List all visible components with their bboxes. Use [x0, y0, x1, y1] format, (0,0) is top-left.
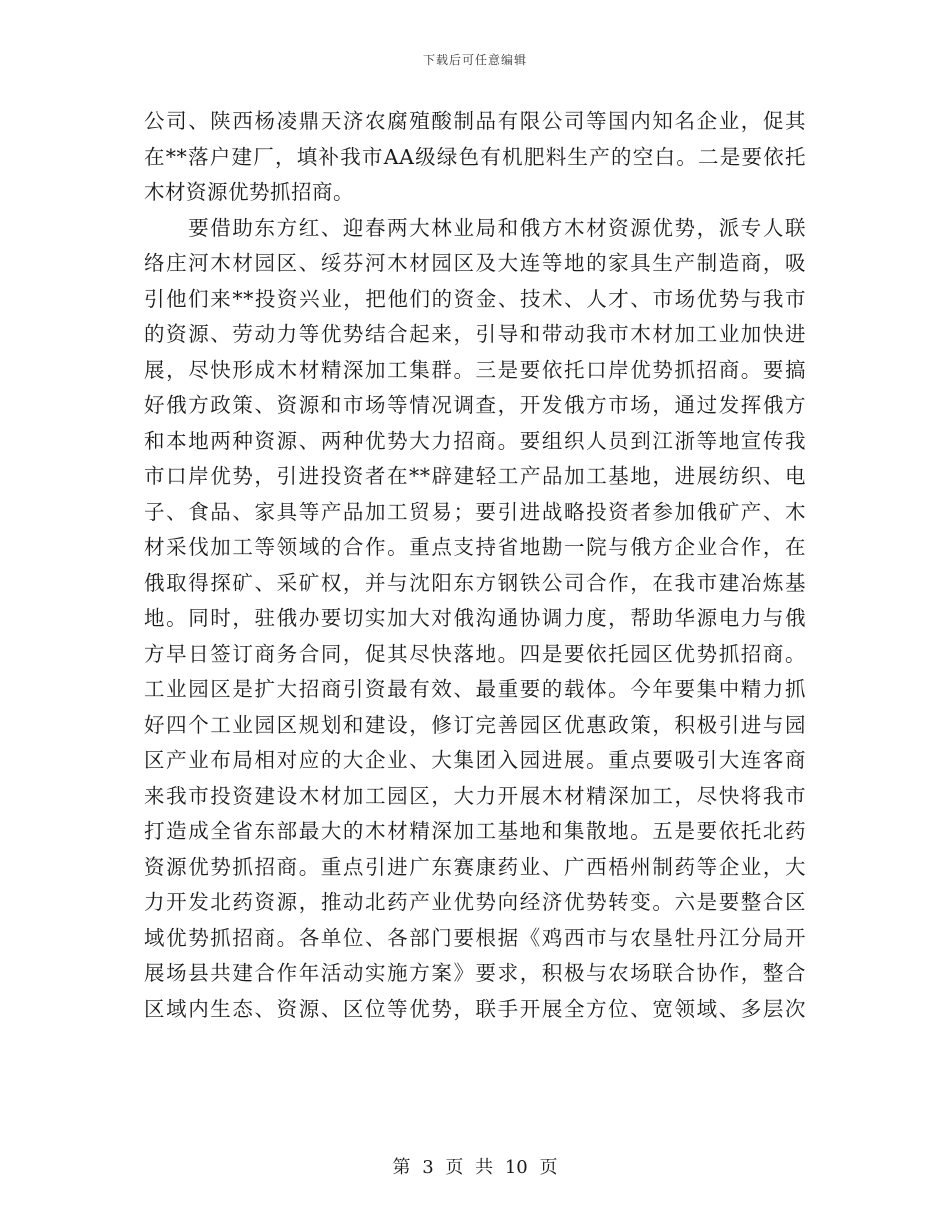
page-number: 第 3 页 共 10 页	[392, 1157, 558, 1178]
text-line: 材采伐加工等领域的合作。重点支持省地勘一院与俄方企业合作，在	[144, 535, 806, 559]
text-line: 资源优势抓招商。重点引进广东赛康药业、广西梧州制药等企业，大	[144, 854, 806, 879]
text-line: 方早日签订商务合同，促其尽快落地。四是要依托园区优势抓招商。	[144, 641, 806, 666]
text-line: 来我市投资建设木材加工园区，大力开展木材精深加工，尽快将我市	[144, 783, 806, 808]
text-line: 力开发北药资源，推动北药产业优势向经济优势转变。六是要整合区	[144, 890, 806, 914]
text-line: 域优势抓招商。各单位、各部门要根据《鸡西市与农垦牡丹江分局开	[144, 925, 806, 950]
text-line: 木材资源优势抓招商。	[144, 180, 354, 204]
document-body	[144, 104, 806, 1027]
text-line: 公司、陕西杨凌鼎天济农腐殖酸制品有限公司等国内知名企业，促其	[144, 109, 806, 133]
text-line: 俄取得探矿、采矿权，并与沈阳东方钢铁公司合作，在我市建冶炼基	[144, 570, 806, 595]
text-line: 展场县共建合作年活动实施方案》要求，积极与农场联合协作，整合	[144, 961, 806, 985]
text-line: 引他们来**投资兴业，把他们的资金、技术、人才、市场优势与我市	[144, 286, 806, 311]
text-line: 在**落户建厂，填补我市AA级绿色有机肥料生产的空白。二是要依托	[144, 144, 806, 169]
text-line: 子、食品、家具等产品加工贸易；要引进战略投资者参加俄矿产、木	[144, 499, 806, 524]
text-line: 好俄方政策、资源和市场等情况调查，开发俄方市场，通过发挥俄方	[144, 393, 806, 417]
text-line: 好四个工业园区规划和建设，修订完善园区优惠政策，积极引进与园	[144, 712, 806, 737]
page-header: 下载后可任意编辑	[422, 53, 527, 67]
text-line: 工业园区是扩大招商引资最有效、最重要的载体。今年要集中精力抓	[144, 677, 806, 701]
text-line: 络庄河木材园区、绥芬河木材园区及大连等地的家具生产制造商，吸	[144, 251, 806, 275]
text-line: 和本地两种资源、两种优势大力招商。要组织人员到江浙等地宣传我	[144, 428, 806, 453]
text-line: 的资源、劳动力等优势结合起来，引导和带动我市木材加工业加快进	[144, 322, 806, 346]
text-line: 打造成全省东部最大的木材精深加工基地和集散地。五是要依托北药	[144, 819, 806, 843]
text-line: 市口岸优势，引进投资者在**辟建轻工产品加工基地，进展纺织、电	[144, 464, 806, 488]
text-line: 区产业布局相对应的大企业、大集团入园进展。重点要吸引大连客商	[144, 748, 806, 772]
text-line: 区域内生态、资源、区位等优势，联手开展全方位、宽领域、多层次	[144, 996, 806, 1021]
text-line: 要借助东方红、迎春两大林业局和俄方木材资源优势，派专人联	[144, 215, 806, 240]
text-line: 地。同时，驻俄办要切实加大对俄沟通协调力度，帮助华源电力与俄	[144, 606, 806, 630]
text-line: 展，尽快形成木材精深加工集群。三是要依托口岸优势抓招商。要搞	[144, 357, 806, 382]
